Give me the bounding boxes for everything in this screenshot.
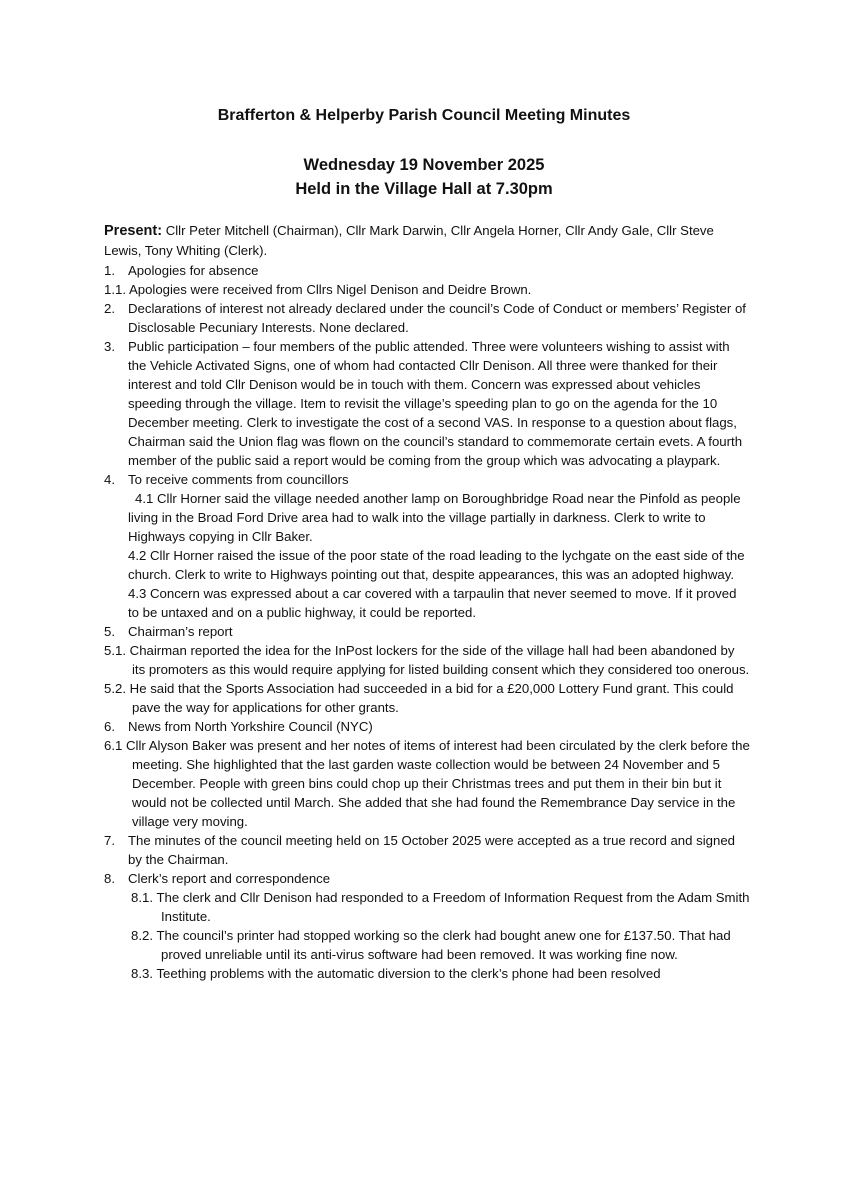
item-number: 6. (104, 719, 115, 734)
item-5-2 (104, 679, 750, 717)
minutes-body (104, 221, 750, 983)
item-6-1 (104, 736, 750, 831)
item-7 (104, 831, 750, 869)
item-4-3: 4.3 Concern was expressed about a car covered with a tarpaulin that never seemed to move. If it proved to be untaxed and on a public highway, it could be reported. (128, 586, 737, 620)
item-number: 2. (104, 301, 115, 316)
item-text: The council’s printer had stopped working so the clerk had bought anew one for £137.50. That had proved unreliable until its anti-virus software had been removed. It was working fine now. (156, 928, 731, 962)
item-number: 3. (104, 339, 115, 354)
item-text: Declarations of interest not already declared under the council’s Code of Conduct or members’ Register of Disclosable Pecuniary Interests. None declared. (128, 301, 746, 335)
item-number: 5.2. (104, 681, 126, 696)
item-text: News from North Yorkshire Council (NYC) (128, 719, 373, 734)
attendance (104, 221, 750, 260)
item-text: Teething problems with the automatic diversion to the clerk’s phone had been resolved (156, 966, 661, 981)
item-6 (104, 717, 750, 736)
item-text: The clerk and Cllr Denison had responded to a Freedom of Information Request from the Adam Smith Institute. (156, 890, 750, 924)
item-text: Public participation – four members of the public attended. Three were volunteers wishing to assist with the Vehicle Activated Signs, one of whom had contacted Cllr Denison. All three were thanked for their interest and told Cllr Denison would be in touch with them. Concern was expressed about vehicles speeding through the village. Item to revisit the village’s speeding plan to go on the agenda for the 10 December meeting. Clerk to investigate the cost of a second VAS. In response to a question about flags, Chairman said the Union flag was flown on the council’s standard to commemorate certain evets. A fourth member of the public said a report would be coming from the group which was advocating a playpark. (128, 339, 743, 468)
item-4 (104, 470, 750, 489)
item-5-1 (104, 641, 750, 679)
item-text: Chairman reported the idea for the InPost lockers for the side of the village hall had been abandoned by its promoters as this would require applying for listed building consent which they considered too onerous. (129, 643, 750, 677)
item-1 (104, 261, 750, 280)
item-4-1: 4.1 Cllr Horner said the village needed another lamp on Boroughbridge Road near the Pinfold as people living in the Broad Ford Drive area had to walk into the village partially in darkness. Clerk to write to Highways copying in Cllr Baker. (128, 491, 741, 544)
item-8 (104, 869, 750, 888)
item-number: 7. (104, 833, 115, 848)
item-number: 8.2. (131, 928, 153, 943)
item-number: 5. (104, 624, 115, 639)
item-2 (104, 299, 750, 337)
item-number: 1.1. (104, 282, 126, 297)
item-text: Cllr Alyson Baker was present and her notes of items of interest had been circulated by the clerk before the meeting. She highlighted that the last garden waste collection would be between 24 November and 5 December. People with green bins could chop up their Christmas trees and put them in their bin but it would not be collected until March. She added that she had found the Remembrance Day service in the village very moving. (126, 738, 750, 829)
item-text: Chairman’s report (128, 624, 233, 639)
item-number: 8.1. (131, 890, 153, 905)
item-8-2 (131, 926, 750, 964)
item-number: 8. (104, 871, 115, 886)
item-5 (104, 622, 750, 641)
document-title: Brafferton & Helperby Parish Council Meeting Minutes (217, 107, 631, 124)
item-8-1 (131, 888, 750, 926)
item-8-subitems (104, 888, 750, 983)
item-number: 8.3. (131, 966, 153, 981)
item-3 (104, 337, 750, 470)
item-8-3 (131, 964, 750, 983)
item-1-1 (104, 280, 750, 299)
item-number: 4. (104, 472, 115, 487)
meeting-date: Wednesday 19 November 2025 (303, 156, 545, 174)
present-list: Cllr Peter Mitchell (Chairman), Cllr Mark Darwin, Cllr Angela Horner, Cllr Andy Gale, Cllr Steve Lewis, Tony Whiting (Clerk). (104, 223, 714, 258)
item-number: 5.1. (104, 643, 126, 658)
item-text: To receive comments from councillors (128, 472, 349, 487)
item-text: Clerk’s report and correspondence (128, 871, 331, 886)
item-number: 1. (104, 263, 115, 278)
item-text: The minutes of the council meeting held on 15 October 2025 were accepted as a true record and signed by the Chairman. (128, 833, 735, 867)
present-label: Present: (104, 223, 163, 239)
item-text: He said that the Sports Association had succeeded in a bid for a £20,000 Lottery Fund grant. This could pave the way for applications for other grants. (129, 681, 734, 715)
item-4-2: 4.2 Cllr Horner raised the issue of the poor state of the road leading to the lychgate on the east side of the church. Clerk to write to Highways pointing out that, despite appearances, this was an adopted highway. (128, 548, 745, 582)
item-text: Apologies for absence (128, 263, 259, 278)
item-number: 6.1 (104, 738, 123, 753)
item-text: Apologies were received from Cllrs Nigel Denison and Deidre Brown. (128, 282, 532, 297)
meeting-venue: Held in the Village Hall at 7.30pm (295, 180, 553, 198)
meeting-header (0, 153, 848, 201)
